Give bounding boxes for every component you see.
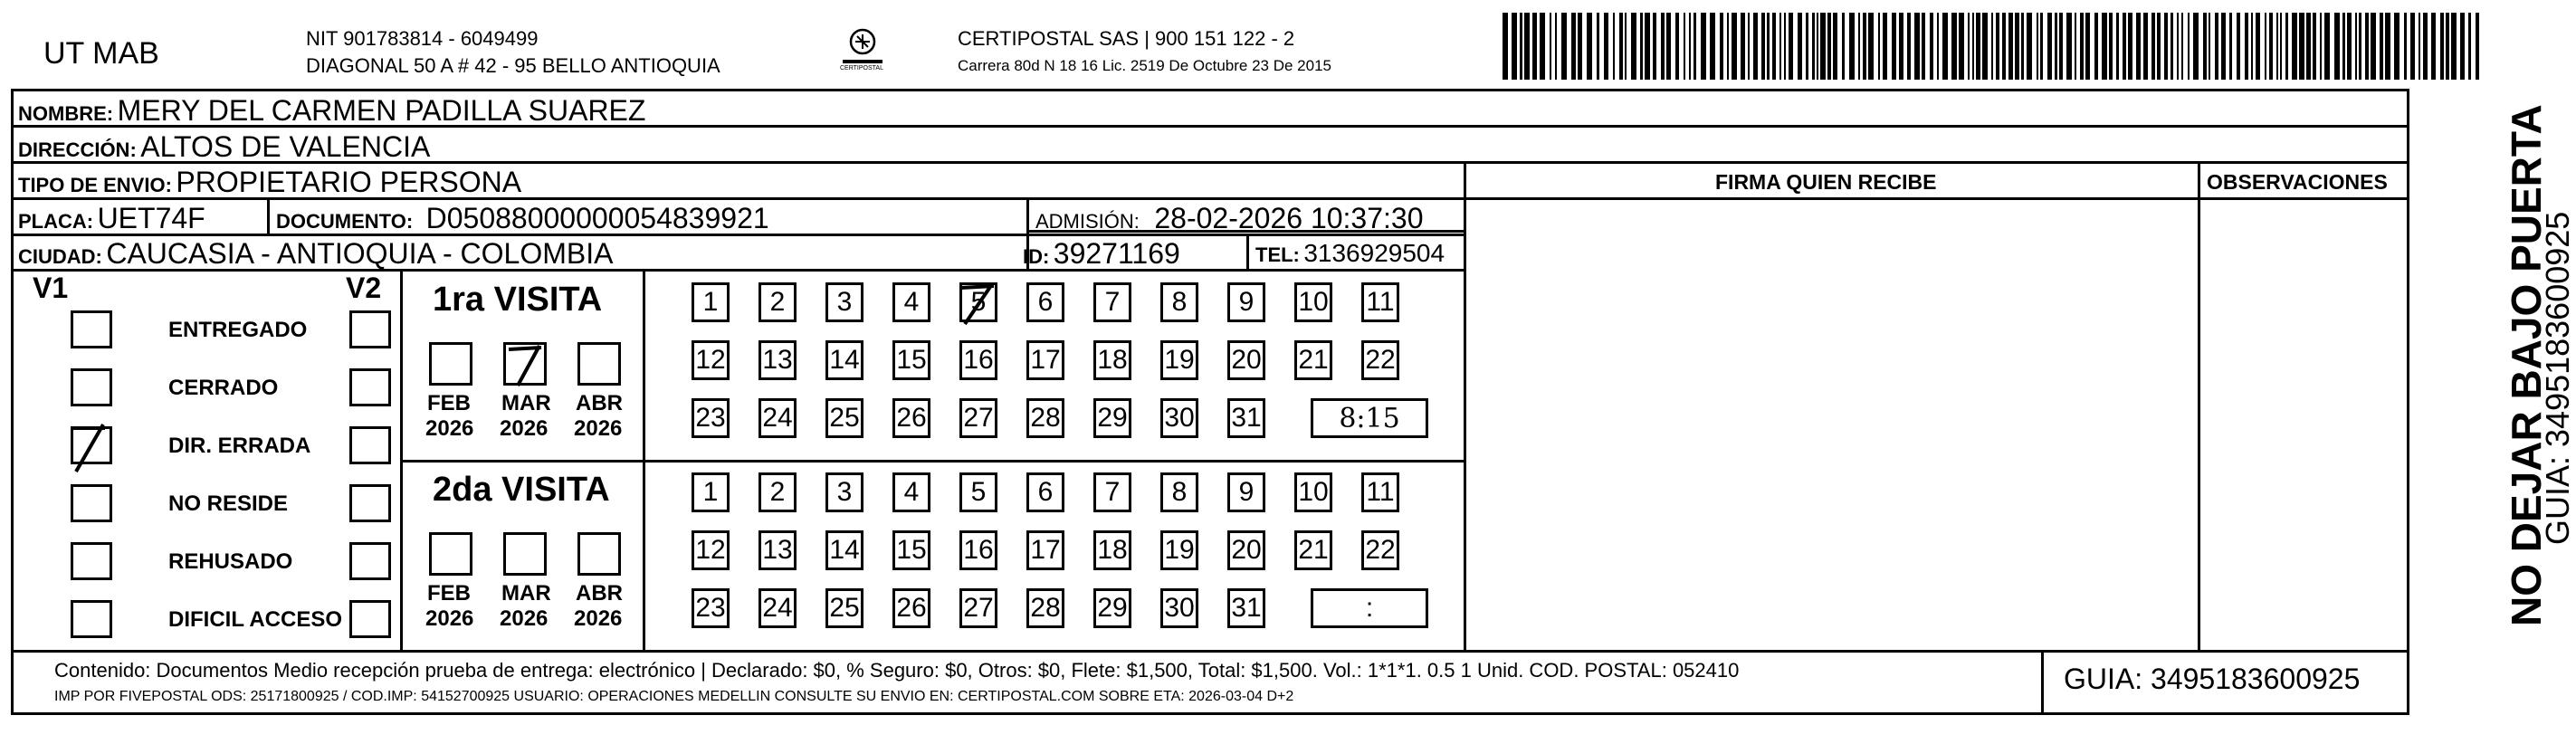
day-box[interactable]: 14 xyxy=(825,530,863,570)
day-box[interactable]: 14 xyxy=(825,340,863,380)
day-box[interactable]: 20 xyxy=(1227,340,1265,380)
month-label: FEB xyxy=(427,391,471,415)
status-label: DIR. ERRADA xyxy=(168,434,311,458)
day-box[interactable]: 26 xyxy=(892,588,930,628)
day-box[interactable]: 13 xyxy=(758,340,797,380)
month-checkbox[interactable] xyxy=(503,532,547,576)
direccion-row: DIRECCIÓN: ALTOS DE VALENCIA xyxy=(18,130,431,163)
logo-text: CERTIPOSTAL xyxy=(840,65,883,72)
day-box[interactable]: 25 xyxy=(825,398,863,438)
id-value: 39271169 xyxy=(1053,237,1180,270)
month-label: ABR xyxy=(576,391,623,415)
day-box[interactable]: 21 xyxy=(1294,530,1332,570)
first-visit-time[interactable]: 8:15 xyxy=(1311,398,1428,438)
month-check-mark xyxy=(501,337,552,389)
day-box[interactable]: 18 xyxy=(1093,340,1131,380)
month-label: ABR xyxy=(576,581,623,606)
month-label: FEB xyxy=(427,581,471,606)
day-box[interactable]: 30 xyxy=(1160,398,1198,438)
nombre-row: NOMBRE: MERY DEL CARMEN PADILLA SUAREZ xyxy=(18,94,646,127)
v1-checkbox[interactable] xyxy=(71,310,112,348)
tel-value: 3136929504 xyxy=(1303,239,1445,267)
month-checkbox[interactable] xyxy=(577,532,621,576)
v1-checkbox[interactable] xyxy=(71,368,112,406)
year-label: 2026 xyxy=(574,416,623,441)
side-guia: GUIA: 3495183600925 xyxy=(2539,211,2576,545)
day-box[interactable]: 28 xyxy=(1026,588,1064,628)
day-box[interactable]: 10 xyxy=(1294,472,1332,512)
company-address: DIAGONAL 50 A # 42 - 95 BELLO ANTIOQUIA xyxy=(306,54,720,77)
day-box[interactable]: 20 xyxy=(1227,530,1265,570)
month-checkbox[interactable] xyxy=(577,342,621,386)
company-name: UT MAB xyxy=(43,36,159,71)
day-box[interactable]: 23 xyxy=(692,398,730,438)
day-box[interactable]: 12 xyxy=(692,340,730,380)
footer-contenido: Contenido: Documentos Medio recepción prueba de entrega: electrónico | Declarado: $0, % Seguro: $0, Otros: $0, Flete: $1,500, Total: $1,500. Vol.: 1*1*1. 0.5 1 Unid. COD. POSTAL: 052410 xyxy=(54,659,1740,682)
frame-top xyxy=(11,89,2409,91)
barcode xyxy=(1503,13,2487,80)
month-checkbox[interactable] xyxy=(429,532,472,576)
day-box[interactable]: 6 xyxy=(1026,282,1064,322)
admision-value: 28-02-2026 10:37:30 xyxy=(1154,202,1424,234)
footer-guia: GUIA: 3495183600925 xyxy=(2064,663,2361,695)
year-label: 2026 xyxy=(425,606,474,631)
status-label: REHUSADO xyxy=(168,549,293,574)
status-label: ENTREGADO xyxy=(168,318,308,342)
day-box[interactable]: 18 xyxy=(1093,530,1131,570)
id-row: ID: 39271169 xyxy=(1023,237,1180,270)
day-box[interactable]: 17 xyxy=(1026,530,1064,570)
day-box[interactable]: 8 xyxy=(1160,282,1198,322)
firma-header: FIRMA QUIEN RECIBE xyxy=(1715,170,1937,194)
day-box[interactable]: 26 xyxy=(892,398,930,438)
documento-row: DOCUMENTO: D05088000000054839921 xyxy=(276,202,769,234)
day-box[interactable]: 4 xyxy=(892,282,930,322)
day-box[interactable]: 24 xyxy=(758,398,797,438)
day-box[interactable]: 2 xyxy=(758,472,797,512)
year-label: 2026 xyxy=(500,416,549,441)
day-box[interactable]: 3 xyxy=(825,282,863,322)
v1-checkbox[interactable] xyxy=(71,484,112,522)
day-box[interactable]: 16 xyxy=(959,340,997,380)
day-box[interactable]: 11 xyxy=(1361,472,1399,512)
day-box[interactable]: 16 xyxy=(959,530,997,570)
status-label: DIFICIL ACCESO xyxy=(168,607,343,632)
year-label: 2026 xyxy=(500,606,549,631)
day-box[interactable]: 25 xyxy=(825,588,863,628)
company-nit: NIT 901783814 - 6049499 xyxy=(306,27,539,50)
placa-row: PLACA: UET74F xyxy=(18,202,205,234)
day-box[interactable]: 5 xyxy=(959,472,997,512)
day-box[interactable]: 1 xyxy=(692,472,730,512)
day-box[interactable]: 28 xyxy=(1026,398,1064,438)
ciudad-row: CIUDAD: CAUCASIA - ANTIOQUIA - COLOMBIA xyxy=(18,237,614,270)
v1-checkbox[interactable] xyxy=(71,600,112,638)
v2-checkbox[interactable] xyxy=(349,600,391,638)
day-box[interactable]: 11 xyxy=(1361,282,1399,322)
year-label: 2026 xyxy=(574,606,623,631)
tipo-row: TIPO DE ENVIO: PROPIETARIO PERSONA xyxy=(18,166,522,198)
v2-checkbox[interactable] xyxy=(349,542,391,580)
day-box[interactable]: 19 xyxy=(1160,530,1198,570)
v2-checkbox[interactable] xyxy=(349,426,391,464)
day-box[interactable]: 6 xyxy=(1026,472,1064,512)
day-box[interactable]: 7 xyxy=(1093,282,1131,322)
month-label: MAR xyxy=(501,391,551,415)
day-box[interactable]: 29 xyxy=(1093,398,1131,438)
first-visit-title: 1ra VISITA xyxy=(433,281,603,319)
day-box[interactable]: 22 xyxy=(1361,530,1399,570)
carrier-name: CERTIPOSTAL SAS | 900 151 122 - 2 xyxy=(958,27,1295,50)
day-box[interactable]: 29 xyxy=(1093,588,1131,628)
tel-row: TEL: 3136929504 xyxy=(1255,239,1445,267)
v2-checkbox[interactable] xyxy=(349,484,391,522)
day-box[interactable]: 21 xyxy=(1294,340,1332,380)
day-box[interactable]: 24 xyxy=(758,588,797,628)
direccion-value: ALTOS DE VALENCIA xyxy=(140,130,431,163)
day-box[interactable]: 12 xyxy=(692,530,730,570)
day-box[interactable]: 31 xyxy=(1227,588,1265,628)
footer-imp: IMP POR FIVEPOSTAL ODS: 25171800925 / COD.IMP: 54152700925 USUARIO: OPERACIONES MEDELLIN CONSULTE SU ENVIO EN: CERTIPOSTAL.COM SOBRE ETA: 2026-03-04 D+2 xyxy=(54,689,1294,704)
ciudad-value: CAUCASIA - ANTIOQUIA - COLOMBIA xyxy=(106,237,614,270)
year-label: 2026 xyxy=(425,416,474,441)
day-box[interactable]: 13 xyxy=(758,530,797,570)
day-box[interactable]: 4 xyxy=(892,472,930,512)
documento-value: D05088000000054839921 xyxy=(425,202,769,234)
side-warning: NO DEJAR BAJO PUERTA xyxy=(2503,104,2550,626)
day-box[interactable]: 15 xyxy=(892,340,930,380)
admision-row: ADMISIÓN: 28-02-2026 10:37:30 xyxy=(1035,202,1424,234)
placa-value: UET74F xyxy=(97,202,205,234)
day-box[interactable]: 2 xyxy=(758,282,797,322)
day-box[interactable]: 27 xyxy=(959,588,997,628)
tipo-value: PROPIETARIO PERSONA xyxy=(176,166,522,198)
day-box[interactable]: 30 xyxy=(1160,588,1198,628)
day-box[interactable]: 1 xyxy=(692,282,730,322)
month-label: MAR xyxy=(501,581,551,606)
frame-right xyxy=(2407,89,2409,715)
second-visit-time[interactable]: : xyxy=(1311,588,1428,628)
day-check-mark xyxy=(956,277,1001,328)
day-box[interactable]: 23 xyxy=(692,588,730,628)
status-label: CERRADO xyxy=(168,376,279,400)
day-box[interactable]: 9 xyxy=(1227,282,1265,322)
day-box[interactable]: 8 xyxy=(1160,472,1198,512)
day-box[interactable]: 15 xyxy=(892,530,930,570)
day-box[interactable]: 27 xyxy=(959,398,997,438)
v2-checkbox[interactable] xyxy=(349,310,391,348)
day-box[interactable]: 22 xyxy=(1361,340,1399,380)
nombre-value: MERY DEL CARMEN PADILLA SUAREZ xyxy=(117,94,646,127)
certipostal-logo xyxy=(840,25,885,71)
second-visit-title: 2da VISITA xyxy=(433,471,610,509)
day-box[interactable]: 17 xyxy=(1026,340,1064,380)
observaciones-header: OBSERVACIONES xyxy=(2207,170,2388,194)
carrier-license: Carrera 80d N 18 16 Lic. 2519 De Octubre 23 De 2015 xyxy=(958,57,1331,74)
day-box[interactable]: 19 xyxy=(1160,340,1198,380)
v2-label: V2 xyxy=(346,272,382,304)
day-box[interactable]: 31 xyxy=(1227,398,1265,438)
check-mark xyxy=(63,419,121,475)
v1-label: V1 xyxy=(33,272,69,304)
day-box[interactable]: 5 xyxy=(959,282,997,322)
month-checkbox[interactable] xyxy=(429,342,472,386)
frame-bottom xyxy=(11,712,2409,715)
day-box[interactable]: 9 xyxy=(1227,472,1265,512)
day-box[interactable]: 3 xyxy=(825,472,863,512)
day-box[interactable]: 10 xyxy=(1294,282,1332,322)
day-box[interactable]: 7 xyxy=(1093,472,1131,512)
v2-checkbox[interactable] xyxy=(349,368,391,406)
frame-left xyxy=(11,89,14,715)
v1-checkbox[interactable] xyxy=(71,542,112,580)
status-label: NO RESIDE xyxy=(168,491,289,516)
